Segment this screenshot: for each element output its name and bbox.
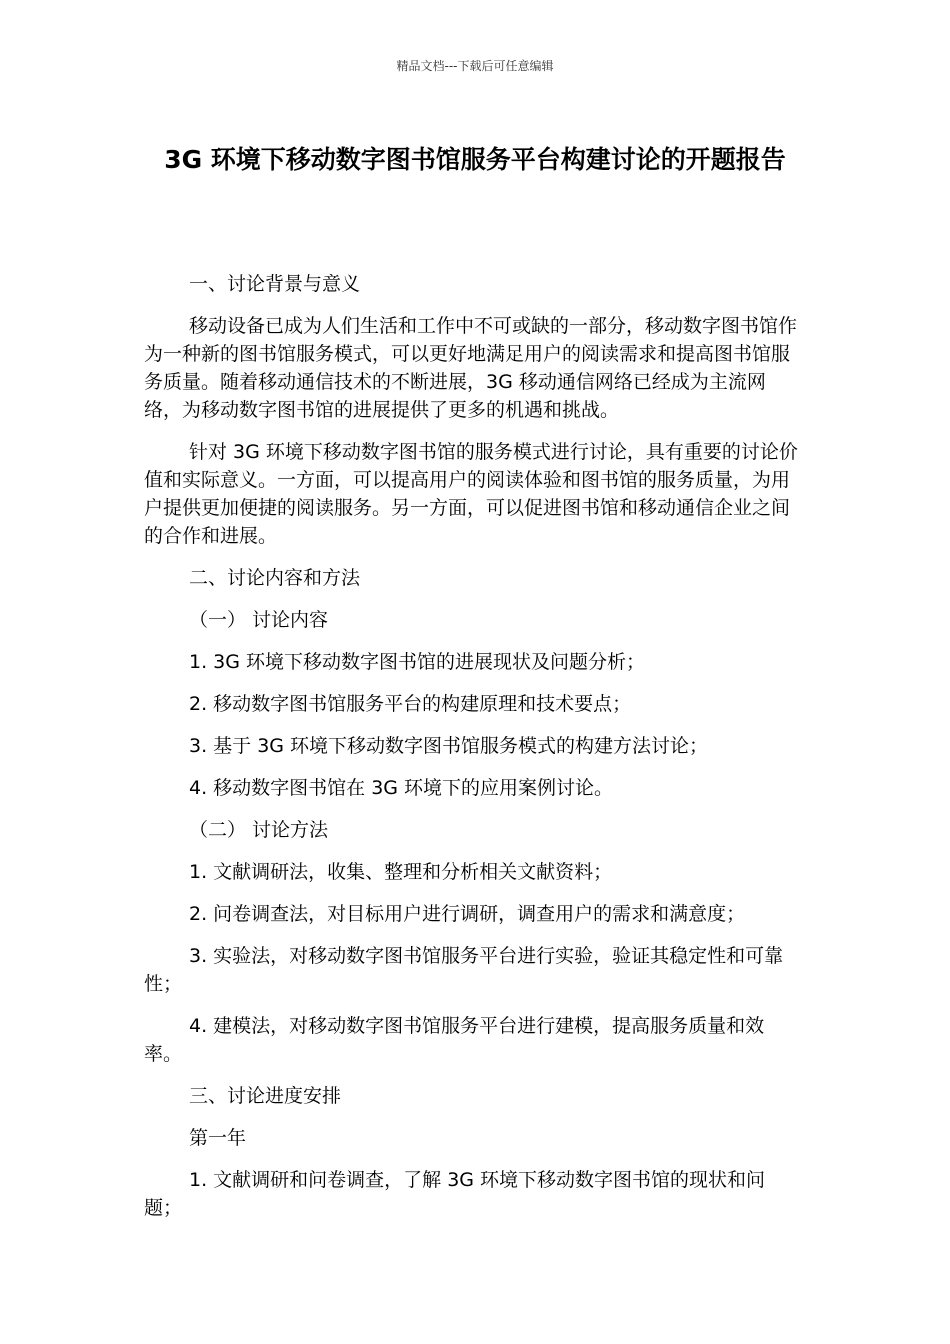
list-item-method-4: 4. 建模法，对移动数字图书馆服务平台进行建模，提高服务质量和效率。	[144, 1015, 765, 1065]
document-body	[144, 270, 802, 1236]
paragraph-background: 移动设备已成为人们生活和工作中不可或缺的一部分，移动数字图书馆作为一种新的图书馆服务模式，可以更好地满足用户的阅读需求和提高图书馆服务质量。随着移动通信技术的不断进展，3G 移动通信网络已经成为主流网络，为移动数字图书馆的进展提供了更多的机遇和挑战。	[144, 315, 798, 421]
schedule-item-1: 1. 文献调研和问卷调查，了解 3G 环境下移动数字图书馆的现状和问题；	[144, 1169, 766, 1219]
paragraph-significance: 针对 3G 环境下移动数字图书馆的服务模式进行讨论，具有重要的讨论价值和实际意义。一方面，可以提高用户的阅读体验和图书馆的服务质量，为用户提供更加便捷的阅读服务。另一方面，可以促进图书馆和移动通信企业之间的合作和进展。	[144, 441, 798, 547]
section-heading-schedule: 三、讨论进度安排	[189, 1085, 342, 1107]
list-item-method-3: 3. 实验法，对移动数字图书馆服务平台进行实验，验证其稳定性和可靠性；	[144, 945, 784, 995]
subsection-heading-methods: （二） 讨论方法	[189, 819, 329, 841]
list-item-method-2: 2. 问卷调查法，对目标用户进行调研，调查用户的需求和满意度；	[189, 903, 746, 925]
list-item-content-4: 4. 移动数字图书馆在 3G 环境下的应用案例讨论。	[189, 777, 614, 799]
document-title: 3G 环境下移动数字图书馆服务平台构建讨论的开题报告	[164, 145, 786, 174]
section-heading-content-methods: 二、讨论内容和方法	[189, 567, 361, 589]
list-item-content-2: 2. 移动数字图书馆服务平台的构建原理和技术要点；	[189, 693, 632, 715]
list-item-content-3: 3. 基于 3G 环境下移动数字图书馆服务模式的构建方法讨论；	[189, 735, 709, 757]
schedule-year-heading: 第一年	[189, 1127, 247, 1149]
page-header-watermark: 精品文档---下载后可任意编辑	[396, 59, 554, 73]
list-item-method-1: 1. 文献调研法，收集、整理和分析相关文献资料；	[189, 861, 613, 883]
subsection-heading-content: （一） 讨论内容	[189, 609, 329, 631]
list-item-content-1: 1. 3G 环境下移动数字图书馆的进展现状及问题分析；	[189, 651, 646, 673]
section-heading-background: 一、讨论背景与意义	[189, 273, 361, 295]
